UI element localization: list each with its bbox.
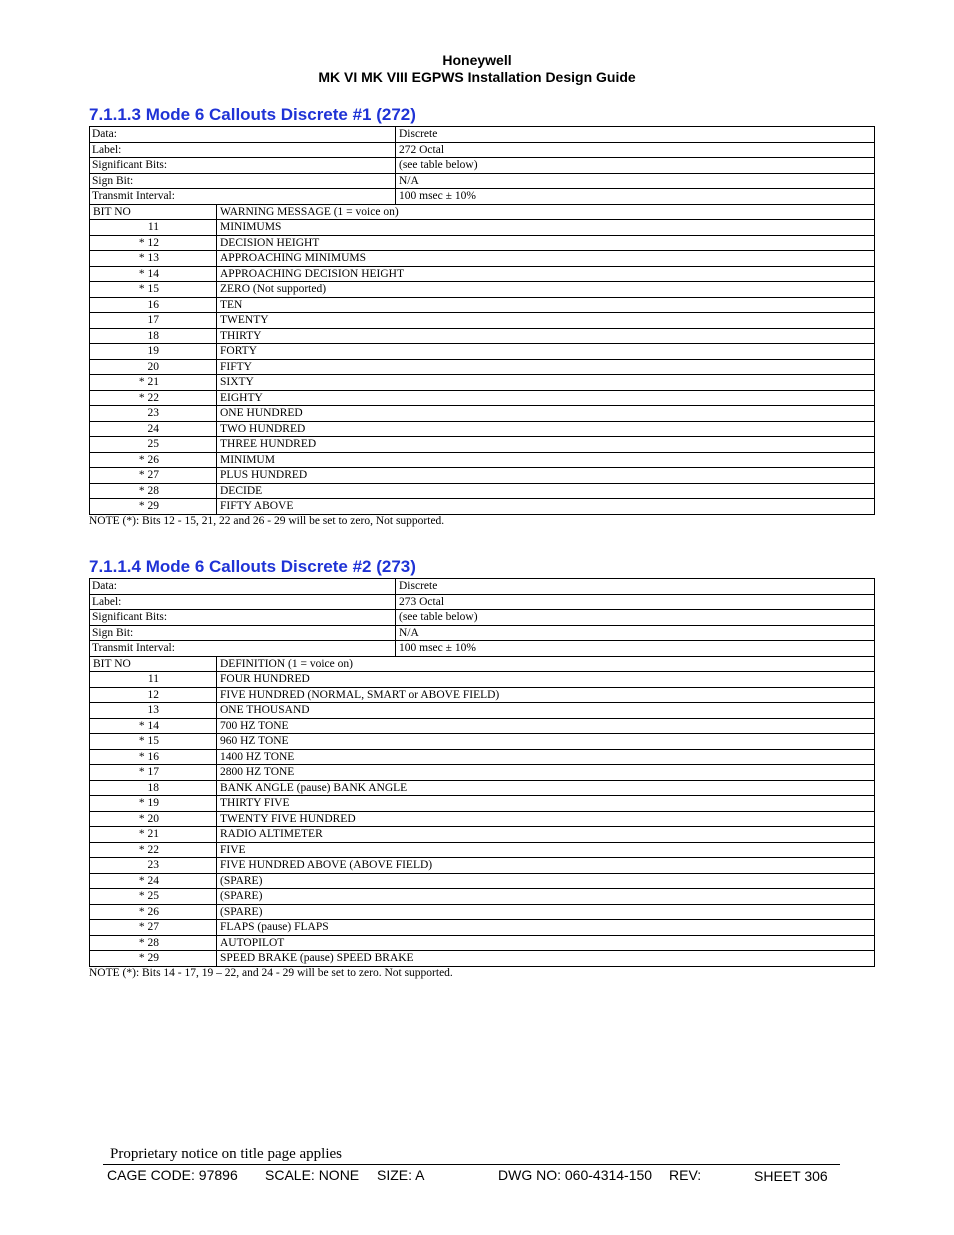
info-value: 100 msec ± 10%: [395, 641, 476, 656]
info-value: 273 Octal: [395, 595, 444, 610]
bit-number: 24: [147, 422, 159, 435]
bit-message: APPROACHING DECISION HEIGHT: [216, 267, 404, 282]
drawing-number: DWG NO: 060-4314-150: [498, 1167, 653, 1183]
bit-message: DECISION HEIGHT: [216, 236, 319, 251]
cage-code: CAGE CODE: 97896: [107, 1167, 238, 1183]
bit-number: * 12: [138, 236, 159, 249]
bit-message: 960 HZ TONE: [216, 734, 289, 749]
bit-number: * 27: [138, 469, 159, 481]
table-row: [90, 468, 874, 484]
table-row: [90, 484, 874, 500]
bit-number: * 29: [138, 500, 159, 512]
info-row: [90, 143, 874, 159]
document-title: MK VI MK VIII EGPWS Installation Design Guide: [318, 69, 636, 85]
bit-number: 19: [147, 345, 159, 357]
bit-number: * 15: [138, 735, 159, 747]
bit-message: BANK ANGLE (pause) BANK ANGLE: [216, 781, 407, 796]
bit-message: PLUS HUNDRED: [216, 468, 307, 483]
table-row: [90, 765, 874, 781]
bit-number: 12: [147, 688, 159, 701]
bit-number: 20: [147, 360, 159, 373]
info-row: [90, 610, 874, 626]
table-row: [90, 344, 874, 360]
bit-number: * 15: [138, 283, 159, 295]
info-row: [90, 189, 874, 205]
bit-column-header: BIT NO: [93, 205, 131, 218]
bit-number: * 24: [138, 874, 159, 887]
bit-message: THIRTY: [216, 329, 261, 344]
bit-message: SPEED BRAKE (pause) SPEED BRAKE: [216, 951, 414, 967]
bit-number: 11: [147, 221, 159, 233]
section-note-272: NOTE (*): Bits 12 - 15, 21, 22 and 26 - 29 will be set to zero, Not supported.: [89, 515, 445, 527]
bit-message: DECIDE: [216, 484, 262, 499]
bit-message: 2800 HZ TONE: [216, 765, 294, 780]
info-value: Discrete: [395, 127, 437, 142]
bit-table-header: [90, 205, 874, 221]
bit-message: FIVE: [216, 843, 246, 858]
table-row: [90, 267, 874, 283]
bit-message: MINIMUM: [216, 453, 275, 468]
bit-message: ZERO (Not supported): [216, 282, 326, 297]
bit-number: 23: [147, 859, 159, 871]
info-value: N/A: [395, 174, 419, 189]
bit-number: * 22: [138, 843, 159, 856]
table-row: [90, 827, 874, 843]
table-row: [90, 282, 874, 298]
table-row: [90, 796, 874, 812]
section-note-273: NOTE (*): Bits 14 - 17, 19 – 22, and 24 - 29 will be set to zero. Not supported.: [89, 967, 453, 979]
info-label: Data:: [92, 580, 117, 592]
table-row: [90, 889, 874, 905]
table-row: [90, 719, 874, 735]
table-row: [90, 812, 874, 828]
table-row: [90, 391, 874, 407]
section-title-273: 7.1.1.4 Mode 6 Callouts Discrete #2 (273): [89, 557, 416, 576]
bit-message: TWO HUNDRED: [216, 422, 305, 437]
table-row: [90, 734, 874, 750]
info-value: Discrete: [395, 579, 437, 594]
bit-number: * 14: [138, 267, 159, 280]
bit-number: 18: [147, 781, 159, 794]
bit-number: * 26: [138, 905, 159, 918]
bit-message: ONE THOUSAND: [216, 703, 310, 718]
bit-number: * 14: [138, 719, 159, 732]
info-value: (see table below): [395, 158, 478, 173]
info-row: [90, 595, 874, 611]
bit-number: * 28: [138, 484, 159, 497]
bit-number: * 26: [138, 453, 159, 466]
info-value: N/A: [395, 626, 419, 641]
table-row: [90, 688, 874, 704]
table-row: [90, 298, 874, 314]
info-label: Label:: [92, 143, 122, 156]
info-row: [90, 626, 874, 642]
revision: REV:: [669, 1167, 702, 1183]
bit-message: AUTOPILOT: [216, 936, 284, 951]
bit-number: 18: [147, 329, 159, 342]
bit-message: (SPARE): [216, 889, 262, 904]
label-273-table: [89, 578, 875, 967]
bit-message: APPROACHING MINIMUMS: [216, 251, 366, 266]
table-row: [90, 437, 874, 453]
table-row: [90, 375, 874, 391]
table-row: [90, 329, 874, 345]
bit-message: TWENTY: [216, 313, 269, 328]
table-row: [90, 360, 874, 376]
proprietary-notice: Proprietary notice on title page applies: [110, 1146, 343, 1162]
table-row: [90, 936, 874, 952]
info-label: Transmit Interval:: [92, 190, 175, 202]
bit-message: TWENTY FIVE HUNDRED: [216, 812, 356, 827]
bit-message: FLAPS (pause) FLAPS: [216, 920, 329, 935]
info-label: Sign Bit:: [92, 174, 134, 187]
bit-number: * 28: [138, 936, 159, 949]
bit-number: * 21: [138, 376, 159, 388]
size: SIZE: A: [377, 1167, 425, 1183]
bit-number: * 21: [138, 828, 159, 840]
bit-message: 700 HZ TONE: [216, 719, 289, 734]
bit-number: 11: [147, 673, 159, 685]
bit-number: 25: [147, 438, 159, 450]
section-title-272: 7.1.1.3 Mode 6 Callouts Discrete #1 (272): [89, 105, 416, 124]
table-row: [90, 422, 874, 438]
info-row: [90, 158, 874, 174]
table-row: [90, 499, 874, 515]
bit-number: * 13: [138, 252, 159, 264]
table-row: [90, 750, 874, 766]
bit-message: RADIO ALTIMETER: [216, 827, 323, 842]
bit-number: * 22: [138, 391, 159, 404]
footer-divider: [103, 1164, 840, 1165]
bit-message: (SPARE): [216, 905, 262, 920]
table-row: [90, 781, 874, 797]
info-label: Transmit Interval:: [92, 642, 175, 654]
table-row: [90, 406, 874, 422]
bit-message: THREE HUNDRED: [216, 437, 316, 452]
bit-number: * 27: [138, 921, 159, 933]
info-label: Data:: [92, 128, 117, 140]
bit-number: 13: [147, 704, 159, 716]
company-name: Honeywell: [442, 52, 512, 68]
table-row: [90, 313, 874, 329]
table-row: [90, 874, 874, 890]
info-row: [90, 127, 874, 143]
sheet-number: SHEET 306: [754, 1168, 828, 1184]
bit-number: * 17: [138, 766, 159, 778]
bit-message: SIXTY: [216, 375, 254, 390]
message-column-header: DEFINITION (1 = voice on): [216, 657, 353, 672]
table-row: [90, 951, 874, 967]
info-row: [90, 579, 874, 595]
table-row: [90, 236, 874, 252]
info-value: 100 msec ± 10%: [395, 189, 476, 204]
info-label: Significant Bits:: [92, 159, 168, 171]
bit-number: 23: [147, 407, 159, 419]
table-row: [90, 858, 874, 874]
bit-message: FOUR HUNDRED: [216, 672, 310, 687]
table-row: [90, 220, 874, 236]
bit-message: 1400 HZ TONE: [216, 750, 294, 765]
bit-message: FIFTY: [216, 360, 252, 375]
info-label: Label:: [92, 595, 122, 608]
table-row: [90, 703, 874, 719]
table-row: [90, 251, 874, 267]
bit-number: * 25: [138, 890, 159, 902]
bit-column-header: BIT NO: [93, 657, 131, 670]
table-row: [90, 843, 874, 859]
bit-message: MINIMUMS: [216, 220, 281, 235]
message-column-header: WARNING MESSAGE (1 = voice on): [216, 205, 399, 220]
bit-number: 17: [147, 314, 159, 326]
bit-message: THIRTY FIVE: [216, 796, 289, 811]
table-row: [90, 905, 874, 921]
bit-message: EIGHTY: [216, 391, 263, 406]
info-value: (see table below): [395, 610, 478, 625]
info-value: 272 Octal: [395, 143, 444, 158]
info-row: [90, 174, 874, 190]
bit-message: (SPARE): [216, 874, 262, 889]
table-row: [90, 453, 874, 469]
info-row: [90, 641, 874, 657]
table-row: [90, 920, 874, 936]
bit-table-header: [90, 657, 874, 673]
bit-message: TEN: [216, 298, 242, 313]
bit-number: * 19: [138, 797, 159, 809]
bit-message: FORTY: [216, 344, 257, 359]
bit-number: * 20: [138, 812, 159, 825]
bit-message: FIVE HUNDRED ABOVE (ABOVE FIELD): [216, 858, 432, 873]
info-label: Significant Bits:: [92, 611, 168, 623]
bit-message: FIFTY ABOVE: [216, 499, 293, 515]
bit-message: ONE HUNDRED: [216, 406, 303, 421]
bit-number: 16: [147, 298, 159, 311]
bit-message: FIVE HUNDRED (NORMAL, SMART or ABOVE FIELD): [216, 688, 499, 703]
table-row: [90, 672, 874, 688]
label-272-table: [89, 126, 875, 515]
scale: SCALE: NONE: [265, 1167, 360, 1183]
bit-number: * 16: [138, 750, 159, 763]
bit-number: * 29: [138, 952, 159, 964]
info-label: Sign Bit:: [92, 626, 134, 639]
